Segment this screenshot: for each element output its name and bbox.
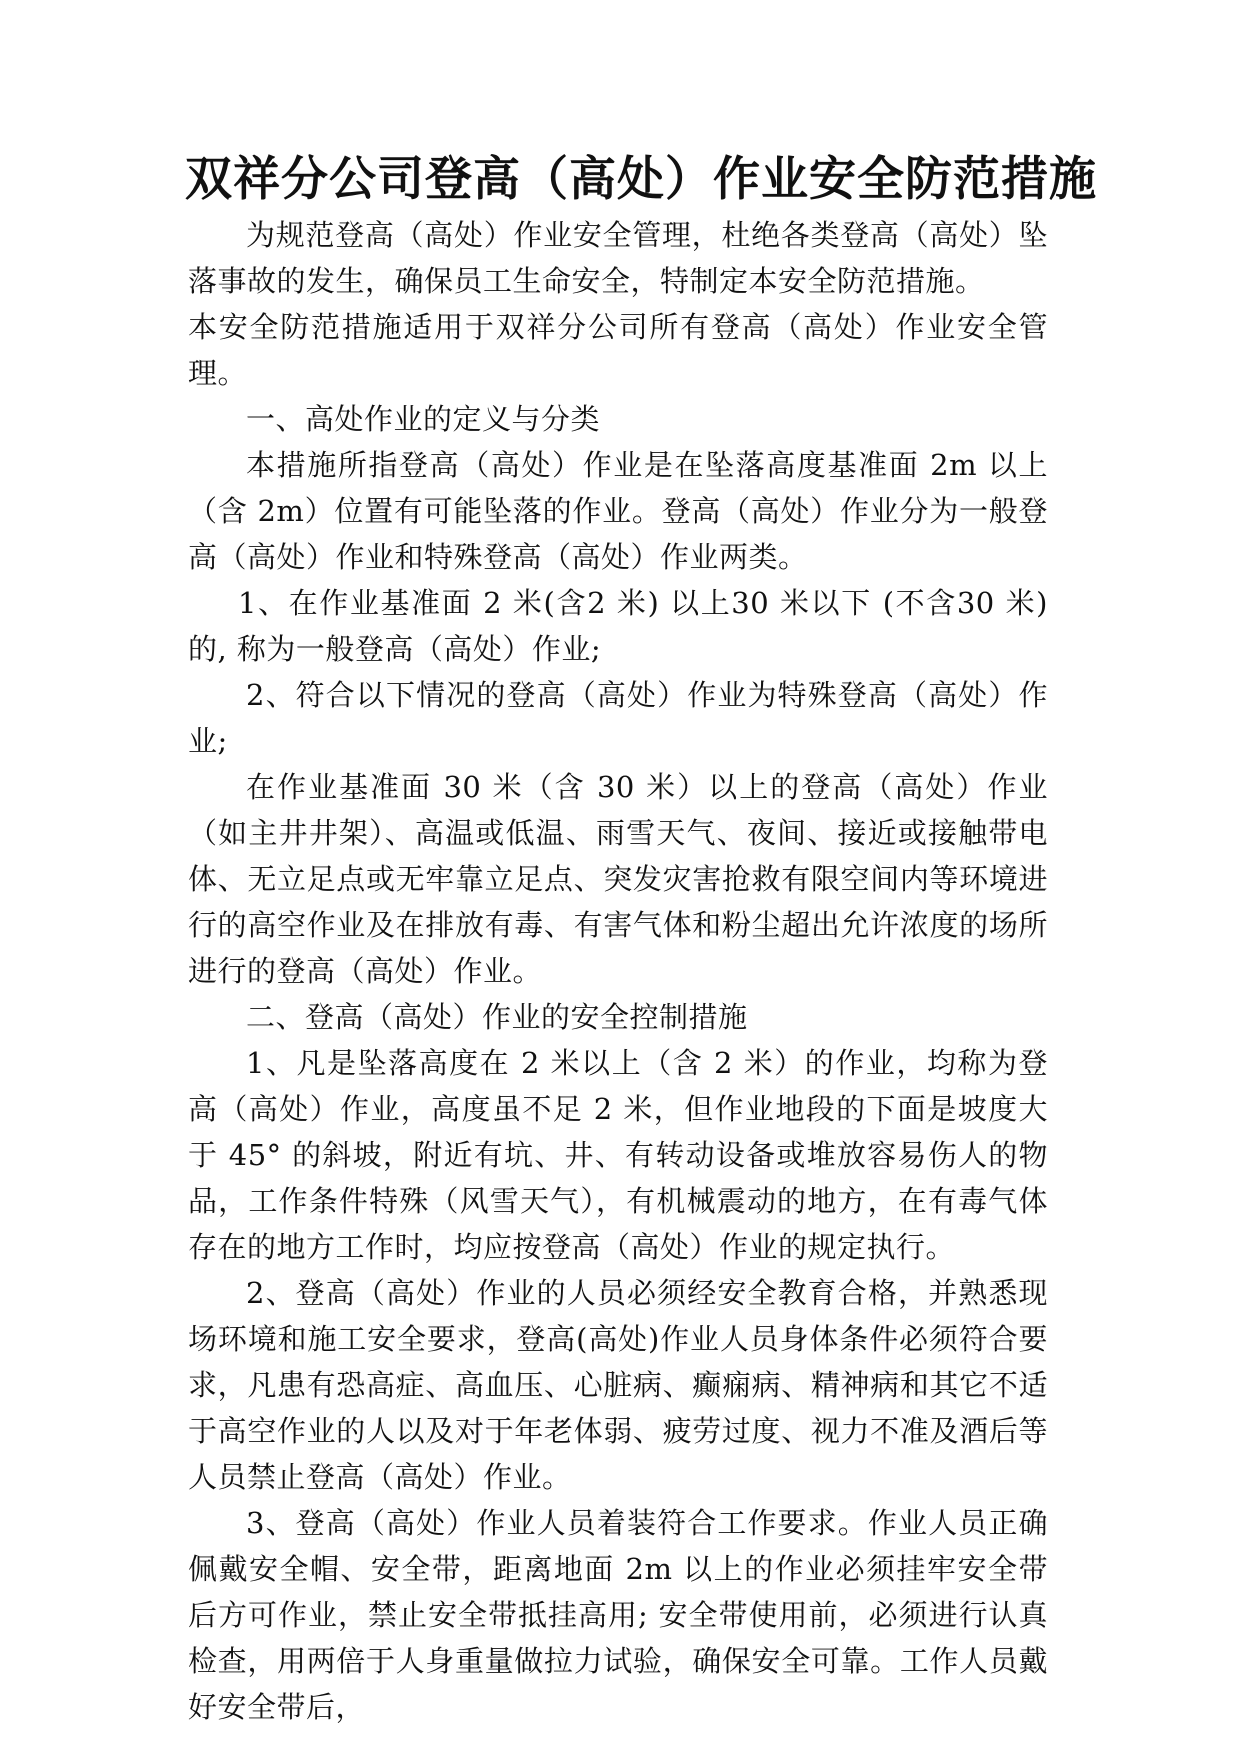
paragraph-control-2: 2、登高（高处）作业的人员必须经安全教育合格，并熟悉现场环境和施工安全要求，登高(高处)作业人员身体条件必须符合要求，凡患有恐高症、高血压、心脏病、癫痫病、精神病和其它不适于高空作业的人以及对于年老体弱、疲劳过度、视力不准及酒后等人员禁止登高（高处）作业。 bbox=[188, 1276, 1048, 1494]
paragraph-special-conditions: 在作业基准面 30 米（含 30 米）以上的登高（高处）作业（如主井井架）、高温或低温、雨雪天气、夜间、接近或接触带电体、无立足点或无牢靠立足点、突发灾害抢救有限空间内等环境进行的高空作业及在排放有毒、有害气体和粉尘超出允许浓度的场所进行的登高（高处）作业。 bbox=[188, 770, 1048, 988]
paragraph-control-3: 3、登高（高处）作业人员着装符合工作要求。作业人员正确佩戴安全帽、安全带，距离地面 2m 以上的作业必须挂牢安全带后方可作业，禁止安全带抵挂高用; 安全带使用前，必须进行认真检查，用两倍于人身重量做拉力试验，确保安全可靠。工作人员戴好安全带后， bbox=[188, 1506, 1048, 1724]
section-heading-definition: 一、高处作业的定义与分类 bbox=[246, 402, 601, 436]
paragraph-special-work: 2、符合以下情况的登高（高处）作业为特殊登高（高处）作业; bbox=[188, 678, 1048, 758]
section-heading-control: 二、登高（高处）作业的安全控制措施 bbox=[246, 1000, 748, 1034]
document-body bbox=[188, 212, 1048, 1730]
paragraph-general-work: 1、在作业基准面 2 米(含2 米) 以上30 米以下 (不含30 米)的, 称为一般登高（高处）作业; bbox=[188, 586, 1048, 666]
paragraph-control-1: 1、凡是坠落高度在 2 米以上（含 2 米）的作业，均称为登高（高处）作业，高度虽不足 2 米，但作业地段的下面是坡度大于 45° 的斜坡，附近有坑、井、有转动设备或堆放容易伤人的物品，工作条件特殊（风雪天气），有机械震动的地方，在有毒气体存在的地方工作时，均应按登高（高处）作业的规定执行。 bbox=[188, 1046, 1048, 1264]
document-title: 双祥分公司登高（高处）作业安全防范措施 bbox=[185, 152, 1097, 207]
paragraph-purpose: 为规范登高（高处）作业安全管理，杜绝各类登高（高处）坠落事故的发生，确保员工生命安全，特制定本安全防范措施。 bbox=[188, 218, 1048, 298]
paragraph-scope: 本安全防范措施适用于双祥分公司所有登高（高处）作业安全管理。 bbox=[188, 310, 1048, 390]
paragraph-definition: 本措施所指登高（高处）作业是在坠落高度基准面 2m 以上（含 2m）位置有可能坠落的作业。登高（高处）作业分为一般登高（高处）作业和特殊登高（高处）作业两类。 bbox=[188, 448, 1048, 574]
